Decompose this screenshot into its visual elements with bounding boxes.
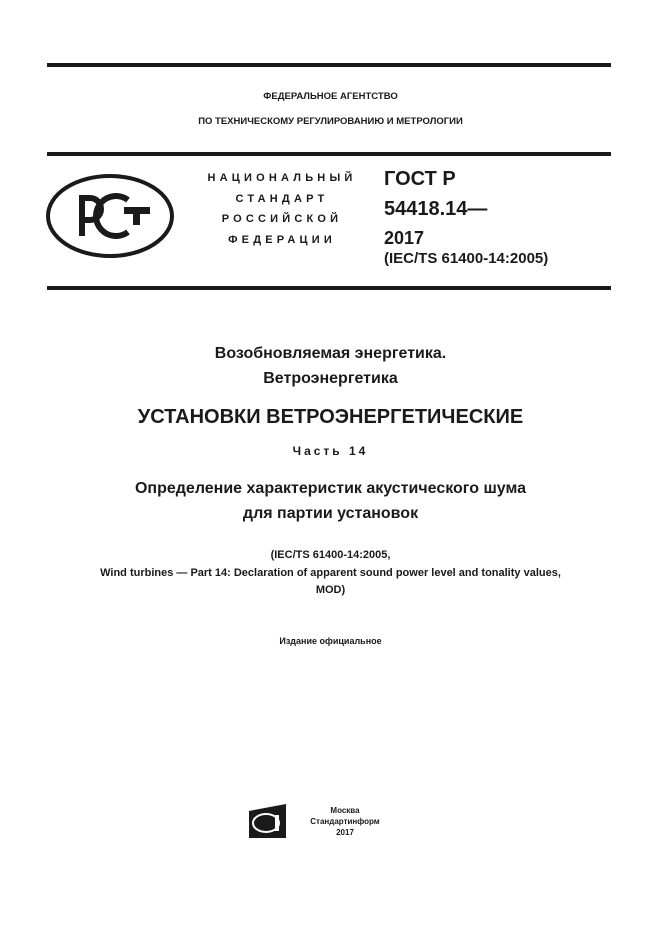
publisher-name: Стандартинформ: [310, 817, 380, 826]
subtitle-line1: Определение характеристик акустического шума: [134, 480, 526, 497]
title-line2: Ветроэнергетика: [263, 370, 398, 387]
rst-logo-icon: [44, 172, 176, 260]
standard-label-3: РОССИЙСКОЙ: [221, 213, 343, 225]
title-line1: Возобновляемая энергетика.: [214, 345, 447, 362]
agency-line2: ПО ТЕХНИЧЕСКОМУ РЕГУЛИРОВАНИЮ И МЕТРОЛОГИИ: [198, 116, 463, 127]
iec-line1: (IEC/TS 61400-14:2005,: [270, 549, 391, 561]
subtitle-line2: для партии установок: [242, 505, 419, 522]
section-rule: [47, 286, 611, 290]
main-title: УСТАНОВКИ ВЕТРОЭНЕРГЕТИЧЕСКИЕ: [137, 406, 524, 428]
gost-number: 54418.14—: [384, 198, 488, 220]
gost-title: ГОСТ Р: [384, 168, 456, 190]
agency-line1: ФЕДЕРАЛЬНОЕ АГЕНТСТВО: [263, 91, 398, 102]
gost-iec-ref: (IEC/TS 61400-14:2005): [384, 250, 549, 267]
standard-label-4: ФЕДЕРАЦИИ: [228, 234, 336, 246]
iec-line3: MOD): [315, 584, 346, 596]
standard-label-1: НАЦИОНАЛЬНЫЙ: [207, 172, 357, 184]
publisher-logo-icon: [248, 803, 288, 839]
standard-label-2: СТАНДАРТ: [235, 193, 329, 205]
publisher-info: [290, 805, 400, 838]
edition-label: Издание официальное: [279, 636, 382, 646]
publisher-city: Москва: [330, 806, 360, 815]
publisher-year: 2017: [336, 828, 354, 837]
top-rule: [47, 63, 611, 67]
gost-year: 2017: [384, 228, 425, 248]
iec-line2: Wind turbines — Part 14: Declaration of apparent sound power level and tonality values,: [100, 567, 561, 579]
part-label: Часть 14: [292, 444, 369, 458]
header-rule: [47, 152, 611, 156]
